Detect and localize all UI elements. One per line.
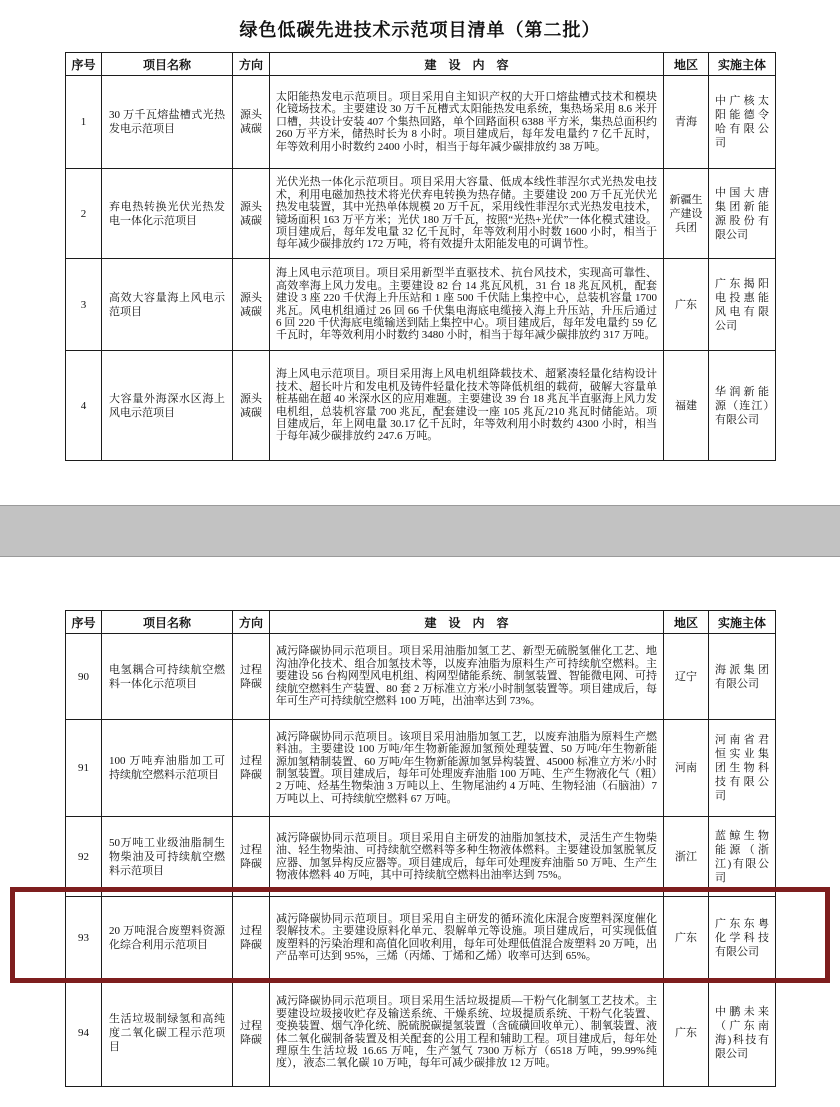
cell-content: 光伏光热一体化示范项目。项目采用大容量、低成本线性菲涅尔式光热发电技术，利用电磁加热技术将光伏弃电转换为热存储。主要建设 200 万千瓦光伏光热发电装置，其中光热单体规模 20 万千瓦，采用线性菲涅尔式光热发电技术，镜场面积 163 万平方米；光伏 180 万千瓦，按照“光热+光伏”一体化模式建设。项目建成后，每年发电量 32 亿千瓦时，年等效利用小时数 1600 小时，相当于每年减少碳排放约 172 万吨，将有效提升太阳能发电的可调节性。 xyxy=(270,169,664,259)
cell-region: 辽宁 xyxy=(664,634,709,720)
column-header: 实施主体 xyxy=(709,611,776,634)
column-header: 建 设 内 容 xyxy=(270,611,664,634)
column-header: 地区 xyxy=(664,53,709,76)
header-row xyxy=(66,53,776,76)
cell-direction: 源头减碳 xyxy=(233,351,270,461)
table-row xyxy=(66,634,776,720)
cell-content: 海上风电示范项目。项目采用海上风电机组降载技术、超紧凑轻量化结构设计技术、超长叶片和发电机及铸件轻量化技术等降低机组的载荷，破解大容量单桩基础在超 40 米深水区的应用难题。主要建设 39 台 18 兆瓦半直驱海上风力发电机组，总装机容量 700 兆瓦，配套建设一座 105 兆瓦/210 兆瓦时储能站。项目建成后，年上网电量 30.17 亿千瓦时，年等效利用小时数约 4300 小时，相当于每年减少碳排放约 247.6 万吨。 xyxy=(270,351,664,461)
column-header: 序号 xyxy=(66,611,102,634)
cell-project-name: 大容量外海深水区海上风电示范项目 xyxy=(102,351,233,461)
cell-direction: 过程降碳 xyxy=(233,897,270,979)
cell-region: 广东 xyxy=(664,979,709,1087)
table-row xyxy=(66,169,776,259)
cell-region: 新疆生产建设兵团 xyxy=(664,169,709,259)
column-header: 序号 xyxy=(66,53,102,76)
cell-region: 广东 xyxy=(664,897,709,979)
page-2 xyxy=(0,610,840,1107)
cell-no: 91 xyxy=(66,720,102,817)
cell-project-name: 50万吨工业级油脂制生物柴油及可持续航空燃料示范项目 xyxy=(102,817,233,897)
table-row xyxy=(66,76,776,169)
cell-content: 减污降碳协同示范项目。该项目采用油脂加氢工艺，以废弃油脂为原料生产燃料油。主要建设 100 万吨/年生物新能源加氢预处理装置、50 万吨/年生物新能源加氢精制装置、60 万吨/年生物新能源加氢异构装置、45000 标准立方米/小时制氢装置。项目建成后，每年可处理废弃油脂 100 万吨、生产生物液化气（粗）2 万吨、烃基生物柴油 3 万吨以上、生物尾油约 4 万吨、生物轻油（石脑油）7 万吨以上、可持续航空燃料 67 万吨。 xyxy=(270,720,664,817)
cell-no: 1 xyxy=(66,76,102,169)
cell-region: 青海 xyxy=(664,76,709,169)
cell-no: 92 xyxy=(66,817,102,897)
cell-no: 94 xyxy=(66,979,102,1087)
cell-no: 93 xyxy=(66,897,102,979)
column-header: 项目名称 xyxy=(102,53,233,76)
cell-entity: 华润新能源（连江）有限公司 xyxy=(709,351,776,461)
cell-direction: 源头减碳 xyxy=(233,169,270,259)
column-header: 方向 xyxy=(233,611,270,634)
cell-project-name: 30 万千瓦熔盐槽式光热发电示范项目 xyxy=(102,76,233,169)
cell-content: 太阳能热发电示范项目。项目采用自主知识产权的大开口熔盐槽式技术和模块化镜场技术。主要建设 30 万千瓦槽式太阳能热发电系统，集热场采用 8.6 米开口槽，共设计安装 407 个集热回路，单个回路面积 6388 平方米，集热总面积约 260 万平方米，储热时长为 8 小时。项目建成后，每年发电量约 7 亿千瓦时，年等效利用小时数约 2400 小时，相当于每年减少碳排放约 38 万吨。 xyxy=(270,76,664,169)
column-header: 方向 xyxy=(233,53,270,76)
table-1-body xyxy=(66,76,776,461)
cell-content: 减污降碳协同示范项目。项目采用自主研发的油脂加氢技术，灵活生产生物柴油、轻生物柴油、可持续航空燃料等多种生物液体燃料。主要建设加氢脱氧反应器、加氢异构反应器等。项目建成后，每年可处理废弃油脂 50 万吨、生产生物液体燃料 40 万吨，其中可持续航空燃料出油率达到 75%。 xyxy=(270,817,664,897)
cell-region: 浙江 xyxy=(664,817,709,897)
projects-table-second-page xyxy=(65,610,776,1087)
cell-no: 2 xyxy=(66,169,102,259)
cell-project-name: 弃电热转换光伏光热发电一体化示范项目 xyxy=(102,169,233,259)
cell-project-name: 电氢耦合可持续航空燃料一体化示范项目 xyxy=(102,634,233,720)
cell-content: 减污降碳协同示范项目。项目采用生活垃圾提质—干粉气化制氢工艺技术。主要建设垃圾接收贮存及输送系统、干燥系统、垃圾提质系统、干粉气化装置、变换装置、烟气净化统、脱硫脱碳提氢装置（含硫磺回收单元）、制氧装置、液体二氧化碳制备装置及相关配套的公用工程和辅助工程。项目建成后，每年处理原生生活垃圾 16.65 万吨，生产氢气 7300 万标方（6518 万吨，99.99%纯度），液态二氧化碳 10 万吨，每年可减少碳排放 12 万吨。 xyxy=(270,979,664,1087)
cell-entity: 蓝鲸生物能源（浙江)有限公司 xyxy=(709,817,776,897)
cell-no: 90 xyxy=(66,634,102,720)
cell-entity: 河南省君恒实业集团生物科技有限公司 xyxy=(709,720,776,817)
table-row xyxy=(66,897,776,979)
cell-entity: 中广核太阳能德令哈有限公司 xyxy=(709,76,776,169)
header-row xyxy=(66,611,776,634)
cell-region: 广东 xyxy=(664,259,709,351)
cell-project-name: 100 万吨弃油脂加工可持续航空燃料示范项目 xyxy=(102,720,233,817)
cell-direction: 过程降碳 xyxy=(233,979,270,1087)
page-separator xyxy=(0,505,840,557)
cell-entity: 海派集团有限公司 xyxy=(709,634,776,720)
cell-project-name: 高效大容量海上风电示范项目 xyxy=(102,259,233,351)
table-row xyxy=(66,720,776,817)
table-row xyxy=(66,259,776,351)
table-2-header xyxy=(66,611,776,634)
cell-region: 福建 xyxy=(664,351,709,461)
cell-region: 河南 xyxy=(664,720,709,817)
cell-no: 4 xyxy=(66,351,102,461)
cell-content: 海上风电示范项目。项目采用新型半直驱技术、抗台风技术，实现高可靠性、高效率海上风力发电。主要建设 82 台 14 兆瓦风机，31 台 18 兆瓦风机，配套建设 3 座 220 千伏海上升压站和 1 座 500 千伏陆上集控中心，总装机容量 1700 兆瓦。风电机组通过 26 回 66 千伏集电海底电缆接入海上升压站，升压后通过 6 回 220 千伏海底电缆输送到陆上集控中心。项目建成后，每年发电量约 59 亿千瓦时，年等效利用小时数约 3480 小时，相当于每年减少碳排放约 317 万吨。 xyxy=(270,259,664,351)
cell-content: 减污降碳协同示范项目。项目采用油脂加氢工艺、新型无硫脱氢催化工艺、地沟油净化技术、组合加氢技术等，以废弃油脂为原料生产可持续航空燃料。主要建设 56 台构网型风电机组、构网型储能系统、制氢装置、智能微电网、可持续航空燃料生产装置、80 套 2 万标准立方米/小时制氢装置等。项目建成后，每年可生产可持续航空燃料 100 万吨，出油率达到 73%。 xyxy=(270,634,664,720)
table-2-body xyxy=(66,634,776,1087)
column-header: 实施主体 xyxy=(709,53,776,76)
cell-direction: 源头减碳 xyxy=(233,259,270,351)
cell-direction: 源头减碳 xyxy=(233,76,270,169)
cell-entity: 中鹏未来（广东南海)科技有限公司 xyxy=(709,979,776,1087)
cell-content: 减污降碳协同示范项目。项目采用自主研发的循环流化床混合废塑料深度催化裂解技术。主要建设原料化单元、裂解单元等设施。项目建成后，可实现低值废塑料的污染治理和高值化回收利用，每年可处理低值混合废塑料 20 万吨，出产品率可达到 95%，三烯（丙烯、丁烯和乙烯）收率可达到 65%。 xyxy=(270,897,664,979)
cell-entity: 中国大唐集团新能源股份有限公司 xyxy=(709,169,776,259)
table-row xyxy=(66,817,776,897)
cell-no: 3 xyxy=(66,259,102,351)
document-title: 绿色低碳先进技术示范项目清单（第二批） xyxy=(239,20,601,40)
cell-direction: 过程降碳 xyxy=(233,634,270,720)
cell-project-name: 20 万吨混合废塑料资源化综合利用示范项目 xyxy=(102,897,233,979)
projects-table-first-batch-page xyxy=(65,52,776,461)
cell-direction: 过程降碳 xyxy=(233,720,270,817)
page-1 xyxy=(0,0,840,505)
column-header: 建 设 内 容 xyxy=(270,53,664,76)
column-header: 项目名称 xyxy=(102,611,233,634)
table-row xyxy=(66,351,776,461)
cell-project-name: 生活垃圾制绿氢和高纯度二氧化碳工程示范项目 xyxy=(102,979,233,1087)
table-row xyxy=(66,979,776,1087)
cell-entity: 广东东粤化学科技有限公司 xyxy=(709,897,776,979)
table-1-header xyxy=(66,53,776,76)
column-header: 地区 xyxy=(664,611,709,634)
cell-direction: 过程降碳 xyxy=(233,817,270,897)
cell-entity: 广东揭阳电投惠能风电有限公司 xyxy=(709,259,776,351)
